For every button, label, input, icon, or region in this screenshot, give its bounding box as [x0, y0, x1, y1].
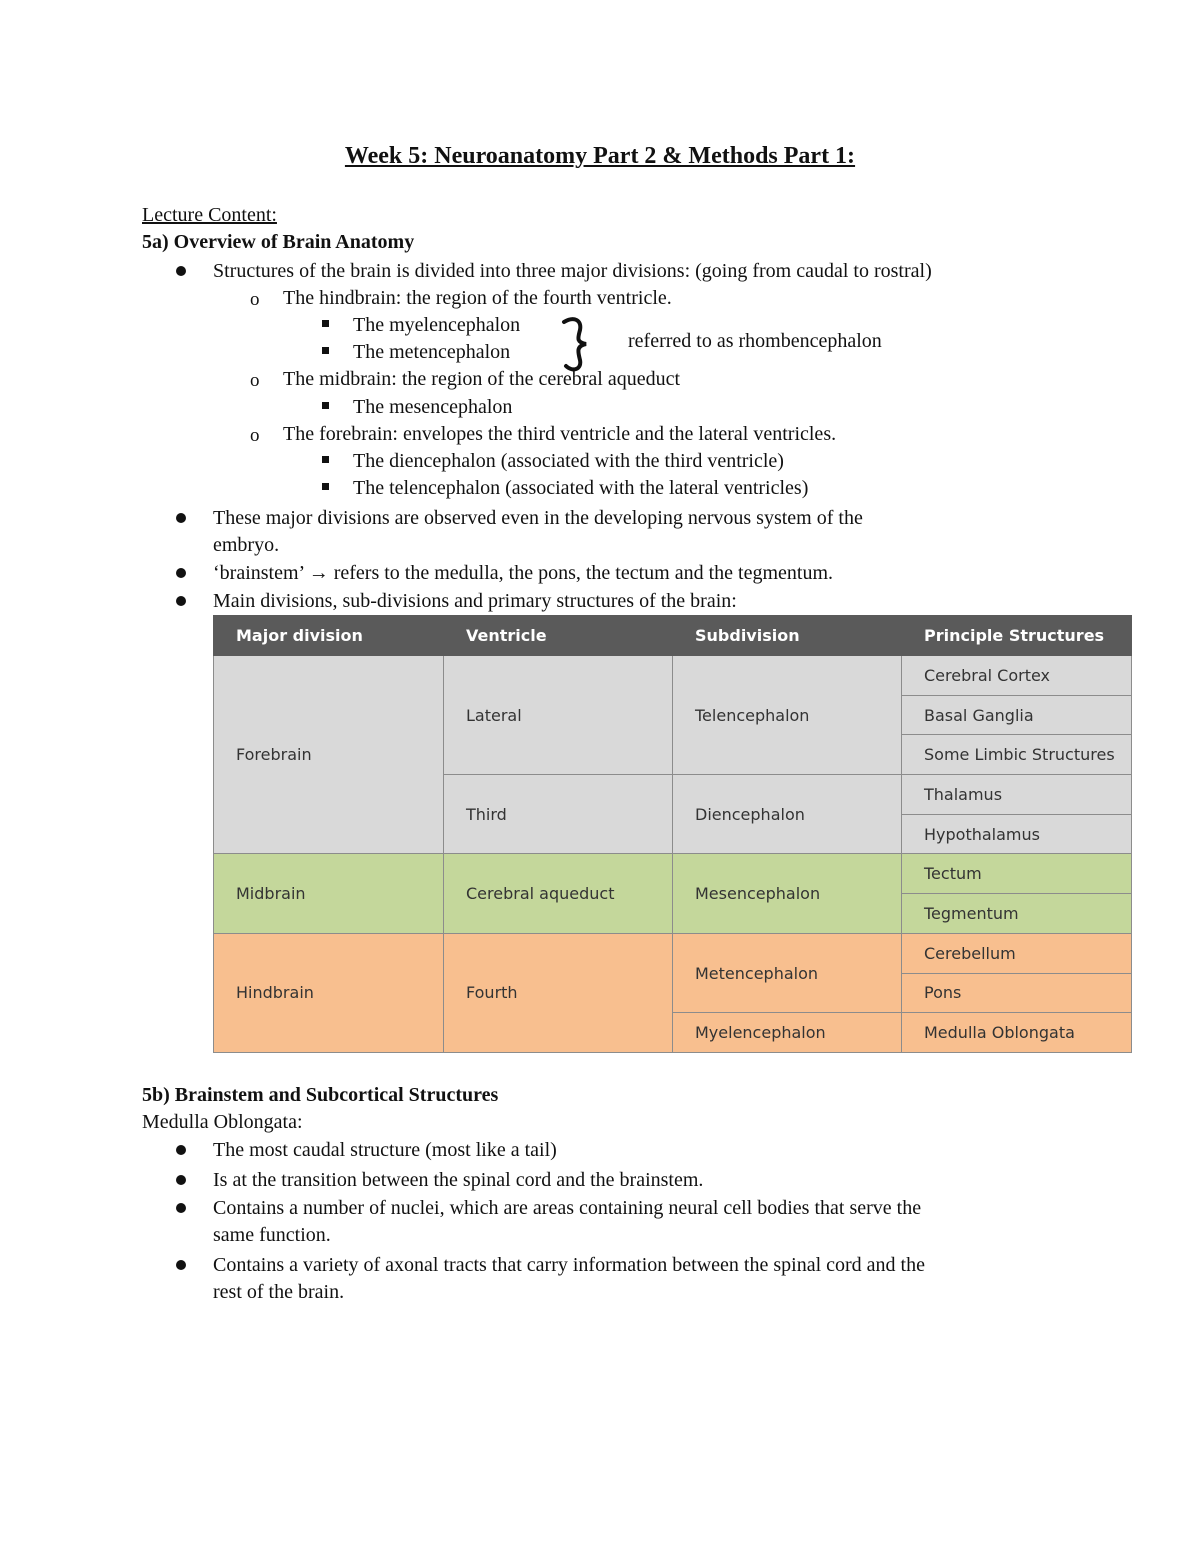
square-bullet: [322, 456, 329, 463]
header-subdivision: Subdivision: [673, 616, 902, 656]
cell-diencephalon: Diencephalon: [673, 775, 902, 854]
bullet-dot: [176, 1260, 186, 1270]
medulla-subheading: Medulla Oblongata:: [142, 1111, 303, 1133]
header-ventricle: Ventricle: [444, 616, 673, 656]
bullet-dot: [176, 1203, 186, 1213]
table-row: [214, 656, 1132, 696]
section-5b-heading: 5b) Brainstem and Subcortical Structures: [142, 1084, 499, 1106]
cell-cerebral-aqueduct: Cerebral aqueduct: [444, 854, 673, 933]
axonal-text-line2: rest of the brain.: [213, 1281, 345, 1303]
sub-bullet-o: o: [250, 370, 260, 391]
brainstem-text: [213, 560, 833, 587]
section-5a-heading: 5a) Overview of Brain Anatomy: [142, 231, 415, 253]
cell-cerebellum: Cerebellum: [902, 933, 1132, 973]
bullet-dot: [176, 1145, 186, 1155]
cell-cerebral-cortex: Cerebral Cortex: [902, 656, 1132, 696]
cell-forebrain: Forebrain: [214, 656, 444, 854]
right-arrow-icon: →: [308, 562, 329, 584]
cell-thalamus: Thalamus: [902, 775, 1132, 815]
curly-brace-icon: [560, 316, 596, 372]
brain-divisions-table: [213, 615, 1132, 1053]
nuclei-text-line1: Contains a number of nuclei, which are areas containing neural cell bodies that serve the: [213, 1197, 922, 1219]
square-bullet: [322, 347, 329, 354]
table-row: [214, 933, 1132, 973]
rhombencephalon-note: referred to as rhombencephalon: [628, 330, 882, 352]
table-row: [214, 854, 1132, 894]
axonal-text-line1: Contains a variety of axonal tracts that carry information between the spinal cord and the: [213, 1254, 925, 1276]
cell-midbrain: Midbrain: [214, 854, 444, 933]
forebrain-text: The forebrain: envelopes the third ventricle and the lateral ventricles.: [283, 423, 837, 445]
brainstem-term: ‘brainstem’: [213, 562, 304, 584]
header-principle-structures: Principle Structures: [902, 616, 1132, 656]
midbrain-text: The midbrain: the region of the cerebral aqueduct: [283, 368, 681, 390]
square-bullet: [322, 402, 329, 409]
telencephalon-text: The telencephalon (associated with the lateral ventricles): [353, 477, 809, 499]
cell-tegmentum: Tegmentum: [902, 894, 1132, 934]
divisions-text: Structures of the brain is divided into three major divisions: (going from caudal to rostral): [213, 260, 932, 282]
bullet-dot: [176, 568, 186, 578]
cell-hindbrain: Hindbrain: [214, 933, 444, 1052]
brainstem-definition: refers to the medulla, the pons, the tectum and the tegmentum.: [333, 562, 833, 584]
cell-limbic: Some Limbic Structures: [902, 735, 1132, 775]
cell-mesencephalon: Mesencephalon: [673, 854, 902, 933]
lecture-content-label: Lecture Content:: [142, 204, 277, 226]
cell-lateral: Lateral: [444, 656, 673, 775]
cell-fourth: Fourth: [444, 933, 673, 1052]
table-intro-text: Main divisions, sub-divisions and primary structures of the brain:: [213, 590, 737, 612]
cell-metencephalon: Metencephalon: [673, 933, 902, 1012]
bullet-dot: [176, 596, 186, 606]
cell-basal-ganglia: Basal Ganglia: [902, 695, 1132, 735]
header-major-division: Major division: [214, 616, 444, 656]
sub-bullet-o: o: [250, 425, 260, 446]
cell-telencephalon: Telencephalon: [673, 656, 902, 775]
transition-text: Is at the transition between the spinal cord and the brainstem.: [213, 1169, 704, 1191]
diencephalon-text: The diencephalon (associated with the third ventricle): [353, 450, 784, 472]
table-header-row: [214, 616, 1132, 656]
myelencephalon-text: The myelencephalon: [353, 314, 521, 336]
metencephalon-text: The metencephalon: [353, 341, 511, 363]
nuclei-text-line2: same function.: [213, 1224, 331, 1246]
hindbrain-text: The hindbrain: the region of the fourth ventricle.: [283, 287, 672, 309]
bullet-dot: [176, 1175, 186, 1185]
mesencephalon-text: The mesencephalon: [353, 396, 513, 418]
square-bullet: [322, 320, 329, 327]
cell-hypothalamus: Hypothalamus: [902, 814, 1132, 854]
cell-third: Third: [444, 775, 673, 854]
page-title: Week 5: Neuroanatomy Part 2 & Methods Part 1:: [344, 143, 856, 169]
bullet-dot: [176, 513, 186, 523]
cell-pons: Pons: [902, 973, 1132, 1013]
sub-bullet-o: o: [250, 289, 260, 310]
cell-medulla: Medulla Oblongata: [902, 1013, 1132, 1053]
bullet-dot: [176, 266, 186, 276]
cell-myelencephalon: Myelencephalon: [673, 1013, 902, 1053]
developing-text-line1: These major divisions are observed even in the developing nervous system of the: [213, 507, 863, 529]
cell-tectum: Tectum: [902, 854, 1132, 894]
developing-text-line2: embryo.: [213, 534, 280, 556]
square-bullet: [322, 483, 329, 490]
caudal-text: The most caudal structure (most like a tail): [213, 1139, 557, 1161]
